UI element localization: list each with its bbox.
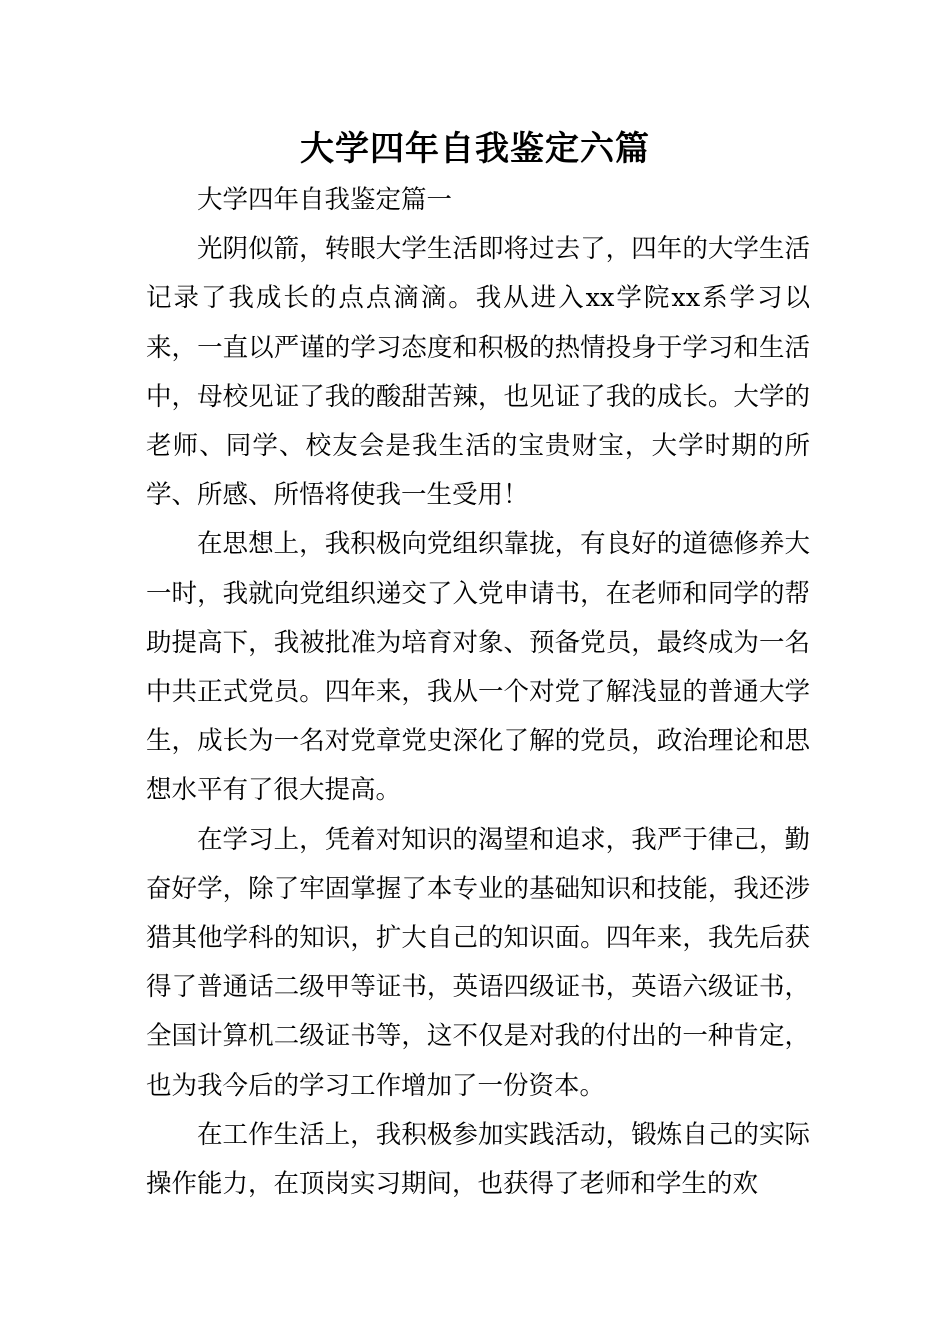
paragraph-2: 在思想上，我积极向党组织靠拢，有良好的道德修养大一时，我就向党组织递交了入党申请书，在老师和同学的帮助提高下，我被批准为培育对象、预备党员，最终成为一名中共正式党员。四年来，我从一个对党了解浅显的普通大学生，成长为一名对党章党史深化了解的党员，政治理论和思想水平有了很大提高。	[146, 529, 810, 806]
section-heading: 大学四年自我鉴定篇一	[197, 185, 453, 215]
paragraph-1: 光阴似箭，转眼大学生活即将过去了，四年的大学生活记录了我成长的点点滴滴。我从进入xx学院xx系学习以来，一直以严谨的学习态度和积极的热情投身于学习和生活中，母校见证了我的酸甜苦辣，也见证了我的成长。大学的老师、同学、校友会是我生活的宝贵财宝，大学时期的所学、所感、所悟将使我一生受用！	[146, 234, 810, 511]
paragraph-3: 在学习上，凭着对知识的渴望和追求，我严于律己，勤奋好学，除了牢固掌握了本专业的基础知识和技能，我还涉猎其他学科的知识，扩大自己的知识面。四年来，我先后获得了普通话二级甲等证书，英语四级证书，英语六级证书，全国计算机二级证书等，这不仅是对我的付出的一种肯定，也为我今后的学习工作增加了一份资本。	[146, 824, 810, 1101]
document-title: 大学四年自我鉴定六篇	[300, 129, 650, 169]
document-body	[146, 176, 810, 1209]
paragraph-4: 在工作生活上，我积极参加实践活动，锻炼自己的实际操作能力，在顶岗实习期间，也获得了老师和学生的欢	[146, 1119, 810, 1200]
